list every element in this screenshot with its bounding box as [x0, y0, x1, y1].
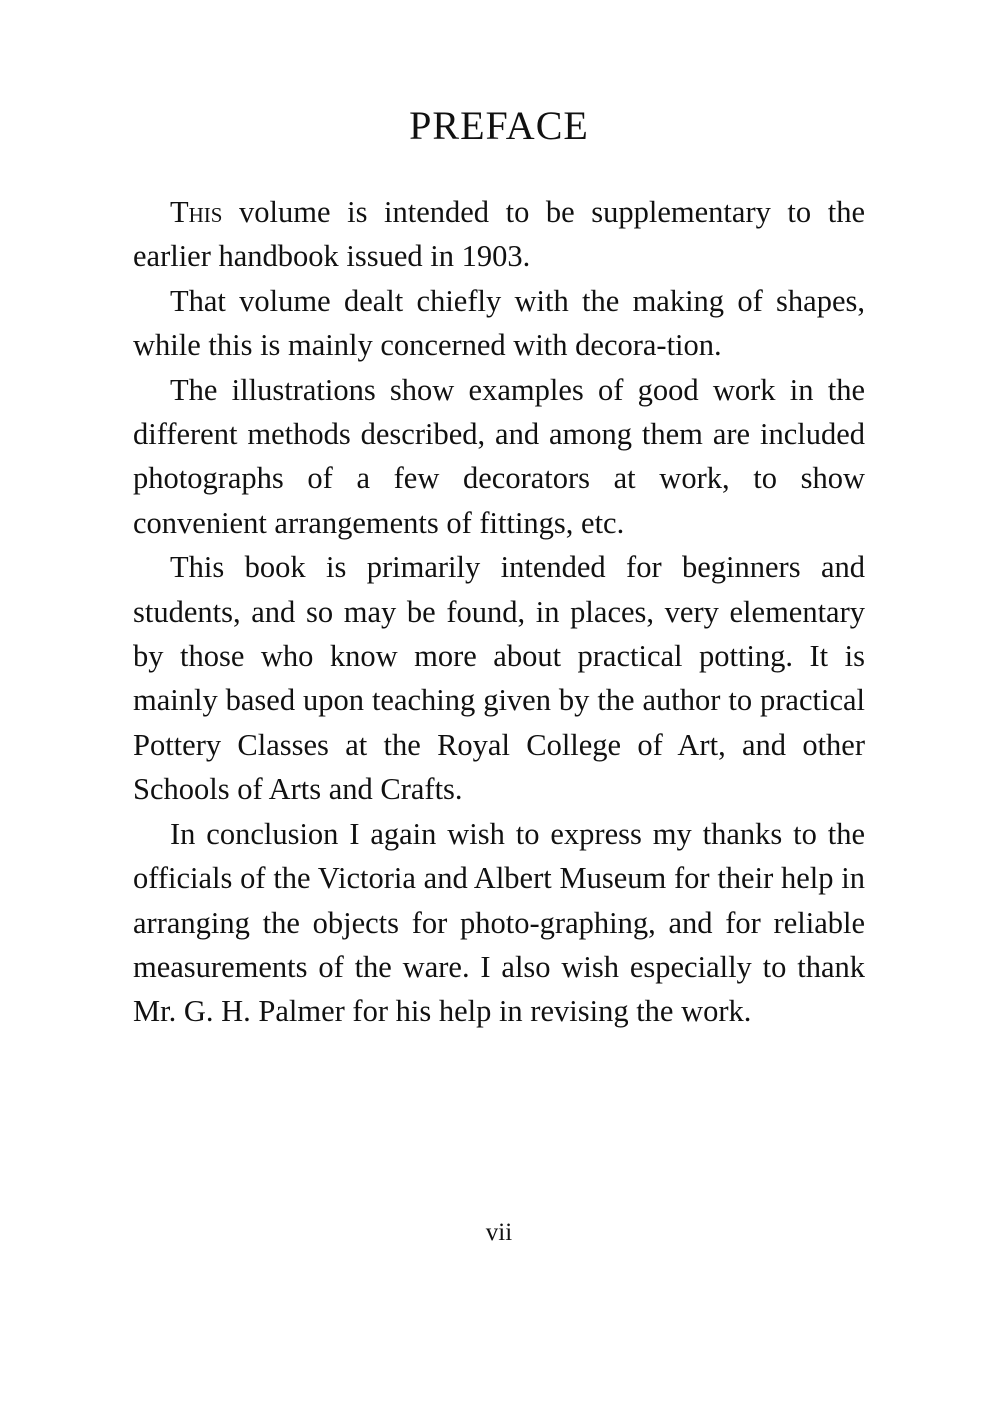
- preface-body: [133, 190, 865, 1034]
- paragraph-2: That volume dealt chiefly with the making of shapes, while this is mainly concerned with decora-tion.: [133, 283, 865, 363]
- paragraph-3: The illustrations show examples of good work in the different methods described, and among them are included photographs of a few decorators at work, to show convenient arrangements of fittings, etc.: [133, 372, 865, 540]
- page-title: PREFACE: [409, 103, 589, 148]
- paragraph-1-text: volume is intended to be supplementary to the earlier handbook issued in 1903.: [133, 195, 865, 274]
- page-number: vii: [485, 1219, 513, 1246]
- paragraph-4: This book is primarily intended for beginners and students, and so may be found, in places, very elementary by those who know more about practical potting. It is mainly based upon teaching given by the author to practical Pottery Classes at the Royal College of Art, and other Schools of Arts and Crafts.: [133, 550, 865, 807]
- paragraph-1-lead-word: This: [170, 195, 223, 229]
- document-page: [133, 0, 865, 1419]
- paragraph-1: [133, 190, 865, 279]
- paragraph-5: In conclusion I again wish to express my thanks to the officials of the Victoria and Albert Museum for their help in arranging the objects for photo-graphing, and for reliable measurements of the ware. I also wish especially to thank Mr. G. H. Palmer for his help in revising the work.: [133, 816, 865, 1029]
